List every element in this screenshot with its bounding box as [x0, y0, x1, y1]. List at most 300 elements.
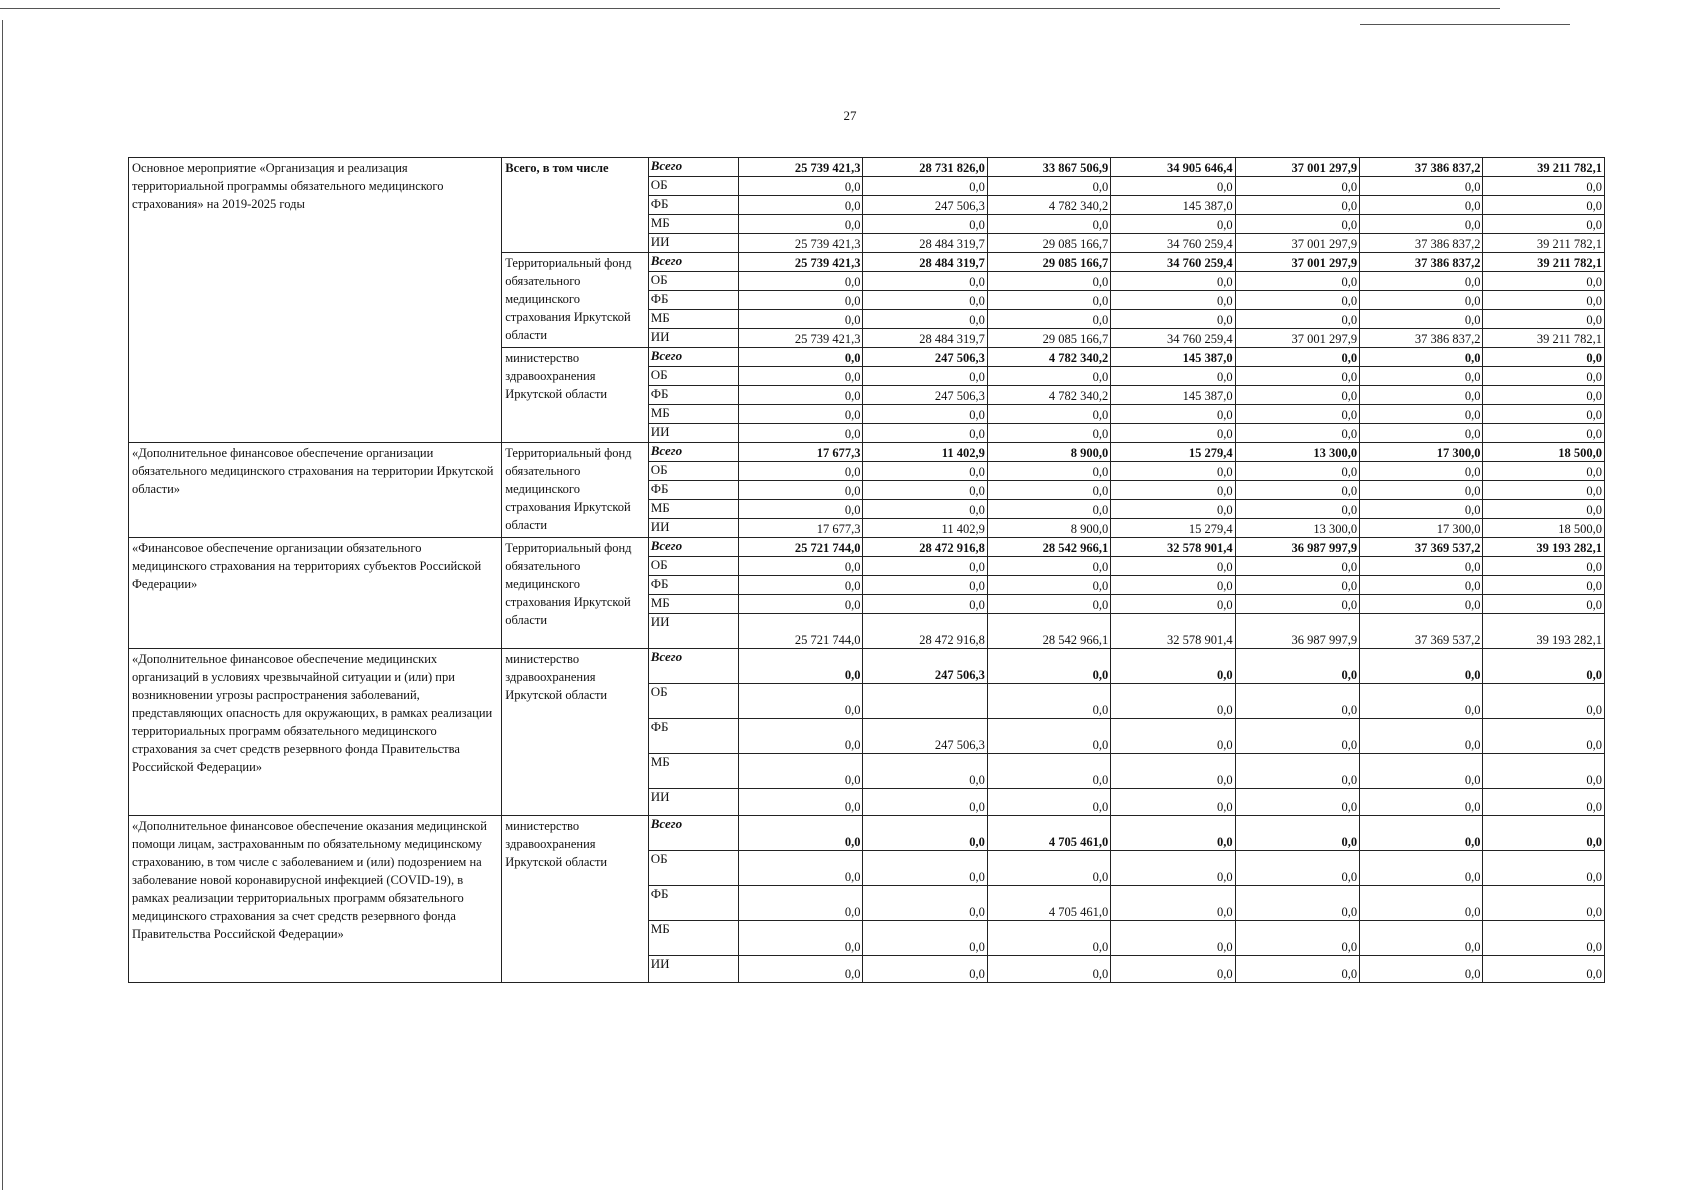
funding-source-cell: ИИ: [648, 956, 738, 983]
amount-cell: 0,0: [739, 921, 863, 956]
amount-cell: 0,0: [739, 684, 863, 719]
amount-cell: 39 211 782,1: [1483, 234, 1605, 253]
amount-cell: 0,0: [987, 367, 1110, 386]
amount-cell: 37 001 297,9: [1235, 234, 1359, 253]
amount-cell: 0,0: [1111, 481, 1235, 500]
funding-source-cell: ИИ: [648, 329, 738, 348]
amount-cell: 0,0: [1111, 367, 1235, 386]
amount-cell: 0,0: [1483, 576, 1605, 595]
amount-cell: 0,0: [1483, 291, 1605, 310]
executor-cell: Территориальный фонд обязательного медицинского страхования Иркутской области: [502, 538, 648, 649]
amount-cell: 0,0: [1235, 424, 1359, 443]
amount-cell: 0,0: [1235, 789, 1359, 816]
executor-cell: Всего, в том числе: [502, 158, 648, 253]
table-row: [129, 443, 1605, 462]
amount-cell: 0,0: [1235, 886, 1359, 921]
scan-top-edge: [0, 8, 1500, 9]
amount-cell: 25 739 421,3: [739, 329, 863, 348]
amount-cell: 0,0: [1360, 367, 1483, 386]
amount-cell: 0,0: [1360, 851, 1483, 886]
amount-cell: 0,0: [987, 462, 1110, 481]
amount-cell: 0,0: [1111, 424, 1235, 443]
amount-cell: 0,0: [863, 576, 987, 595]
amount-cell: 0,0: [1235, 272, 1359, 291]
amount-cell: 0,0: [739, 481, 863, 500]
amount-cell: 0,0: [739, 557, 863, 576]
amount-cell: 0,0: [739, 816, 863, 851]
funding-source-cell: Всего: [648, 253, 738, 272]
funding-source-cell: ФБ: [648, 481, 738, 500]
amount-cell: 0,0: [1360, 649, 1483, 684]
amount-cell: 13 300,0: [1235, 443, 1359, 462]
amount-cell: 0,0: [1483, 719, 1605, 754]
amount-cell: 0,0: [1235, 719, 1359, 754]
budget-table: [128, 157, 1605, 983]
amount-cell: 145 387,0: [1111, 348, 1235, 367]
funding-source-cell: ОБ: [648, 272, 738, 291]
amount-cell: 0,0: [987, 177, 1110, 196]
amount-cell: 0,0: [987, 956, 1110, 983]
amount-cell: 37 001 297,9: [1235, 329, 1359, 348]
scan-top-edge-right: [1360, 24, 1570, 25]
amount-cell: 0,0: [1111, 462, 1235, 481]
amount-cell: 0,0: [1235, 405, 1359, 424]
amount-cell: 0,0: [739, 851, 863, 886]
amount-cell: 32 578 901,4: [1111, 614, 1235, 649]
funding-source-cell: МБ: [648, 405, 738, 424]
event-name-cell: «Дополнительное финансовое обеспечение организации обязательного медицинского страхования на территории Иркутской области»: [129, 443, 502, 538]
amount-cell: 0,0: [1235, 956, 1359, 983]
amount-cell: 0,0: [987, 272, 1110, 291]
amount-cell: 0,0: [863, 595, 987, 614]
amount-cell: 0,0: [1360, 921, 1483, 956]
amount-cell: 0,0: [1111, 684, 1235, 719]
executor-cell: Территориальный фонд обязательного медицинского страхования Иркутской области: [502, 443, 648, 538]
amount-cell: 11 402,9: [863, 443, 987, 462]
amount-cell: 145 387,0: [1111, 386, 1235, 405]
funding-source-cell: ОБ: [648, 684, 738, 719]
amount-cell: 17 300,0: [1360, 519, 1483, 538]
amount-cell: 0,0: [1360, 789, 1483, 816]
funding-source-cell: ОБ: [648, 367, 738, 386]
amount-cell: 0,0: [1483, 816, 1605, 851]
funding-source-cell: ИИ: [648, 519, 738, 538]
funding-source-cell: МБ: [648, 754, 738, 789]
amount-cell: 0,0: [1360, 272, 1483, 291]
funding-source-cell: ИИ: [648, 234, 738, 253]
amount-cell: 37 001 297,9: [1235, 158, 1359, 177]
amount-cell: 0,0: [1483, 196, 1605, 215]
amount-cell: 0,0: [739, 310, 863, 329]
amount-cell: 0,0: [1360, 405, 1483, 424]
amount-cell: 0,0: [1483, 462, 1605, 481]
amount-cell: 0,0: [1111, 177, 1235, 196]
amount-cell: 28 484 319,7: [863, 253, 987, 272]
amount-cell: 0,0: [863, 424, 987, 443]
funding-source-cell: ИИ: [648, 789, 738, 816]
amount-cell: 0,0: [863, 310, 987, 329]
amount-cell: 0,0: [739, 348, 863, 367]
amount-cell: 0,0: [1111, 816, 1235, 851]
amount-cell: 0,0: [1483, 272, 1605, 291]
amount-cell: 0,0: [739, 386, 863, 405]
executor-cell: министерство здравоохранения Иркутской области: [502, 816, 648, 983]
amount-cell: 0,0: [987, 576, 1110, 595]
executor-cell: министерство здравоохранения Иркутской области: [502, 649, 648, 816]
amount-cell: 18 500,0: [1483, 443, 1605, 462]
funding-source-cell: Всего: [648, 816, 738, 851]
funding-source-cell: МБ: [648, 595, 738, 614]
amount-cell: 0,0: [1360, 481, 1483, 500]
amount-cell: 0,0: [863, 215, 987, 234]
amount-cell: 0,0: [1111, 921, 1235, 956]
amount-cell: 0,0: [1483, 754, 1605, 789]
amount-cell: 0,0: [863, 405, 987, 424]
funding-source-cell: ФБ: [648, 719, 738, 754]
amount-cell: 0,0: [739, 500, 863, 519]
amount-cell: 37 386 837,2: [1360, 329, 1483, 348]
amount-cell: 4 782 340,2: [987, 348, 1110, 367]
amount-cell: 0,0: [987, 424, 1110, 443]
amount-cell: 34 760 259,4: [1111, 234, 1235, 253]
amount-cell: 0,0: [1360, 310, 1483, 329]
page-number: 27: [843, 108, 857, 123]
funding-source-cell: ФБ: [648, 576, 738, 595]
amount-cell: 0,0: [1483, 386, 1605, 405]
amount-cell: 0,0: [739, 754, 863, 789]
amount-cell: 0,0: [1235, 291, 1359, 310]
amount-cell: 0,0: [1111, 886, 1235, 921]
amount-cell: 0,0: [863, 956, 987, 983]
funding-source-cell: ОБ: [648, 557, 738, 576]
amount-cell: 0,0: [739, 649, 863, 684]
amount-cell: 25 739 421,3: [739, 234, 863, 253]
amount-cell: 0,0: [739, 789, 863, 816]
amount-cell: 0,0: [1111, 272, 1235, 291]
amount-cell: 0,0: [987, 754, 1110, 789]
amount-cell: 145 387,0: [1111, 196, 1235, 215]
funding-source-cell: МБ: [648, 215, 738, 234]
amount-cell: 0,0: [1111, 719, 1235, 754]
amount-cell: 0,0: [1483, 886, 1605, 921]
amount-cell: 0,0: [863, 272, 987, 291]
funding-source-cell: ФБ: [648, 886, 738, 921]
amount-cell: 36 987 997,9: [1235, 538, 1359, 557]
funding-source-cell: ФБ: [648, 291, 738, 310]
amount-cell: 0,0: [863, 177, 987, 196]
amount-cell: 0,0: [1360, 196, 1483, 215]
amount-cell: 39 193 282,1: [1483, 614, 1605, 649]
funding-source-cell: Всего: [648, 538, 738, 557]
amount-cell: 0,0: [1360, 291, 1483, 310]
amount-cell: 0,0: [863, 367, 987, 386]
amount-cell: 32 578 901,4: [1111, 538, 1235, 557]
amount-cell: 0,0: [1483, 215, 1605, 234]
amount-cell: 0,0: [739, 576, 863, 595]
amount-cell: 0,0: [987, 719, 1110, 754]
amount-cell: 0,0: [1483, 921, 1605, 956]
amount-cell: 0,0: [1235, 462, 1359, 481]
amount-cell: 0,0: [1483, 310, 1605, 329]
amount-cell: 0,0: [863, 557, 987, 576]
amount-cell: 4 705 461,0: [987, 816, 1110, 851]
amount-cell: 0,0: [987, 649, 1110, 684]
amount-cell: 247 506,3: [863, 649, 987, 684]
amount-cell: 0,0: [1235, 196, 1359, 215]
event-name-cell: «Финансовое обеспечение организации обязательного медицинского страхования на территориях субъектов Российской Федерации»: [129, 538, 502, 649]
amount-cell: 0,0: [1483, 956, 1605, 983]
amount-cell: 0,0: [1483, 367, 1605, 386]
table-row: [129, 538, 1605, 557]
amount-cell: 39 211 782,1: [1483, 329, 1605, 348]
amount-cell: 0,0: [1360, 816, 1483, 851]
funding-source-cell: ИИ: [648, 614, 738, 649]
amount-cell: 0,0: [1483, 595, 1605, 614]
amount-cell: 11 402,9: [863, 519, 987, 538]
funding-source-cell: МБ: [648, 310, 738, 329]
amount-cell: 0,0: [1483, 500, 1605, 519]
amount-cell: 0,0: [1483, 684, 1605, 719]
amount-cell: 0,0: [863, 462, 987, 481]
executor-cell: министерство здравоохранения Иркутской области: [502, 348, 648, 443]
amount-cell: 0,0: [1235, 215, 1359, 234]
amount-cell: 0,0: [1111, 595, 1235, 614]
funding-source-cell: МБ: [648, 921, 738, 956]
amount-cell: 0,0: [1111, 557, 1235, 576]
amount-cell: 0,0: [987, 684, 1110, 719]
amount-cell: 37 386 837,2: [1360, 253, 1483, 272]
amount-cell: 0,0: [863, 754, 987, 789]
funding-source-cell: ОБ: [648, 177, 738, 196]
amount-cell: 0,0: [1235, 310, 1359, 329]
amount-cell: 0,0: [1235, 348, 1359, 367]
amount-cell: 29 085 166,7: [987, 253, 1110, 272]
amount-cell: 0,0: [863, 886, 987, 921]
table-row: [129, 816, 1605, 851]
amount-cell: 0,0: [1235, 921, 1359, 956]
funding-source-cell: МБ: [648, 500, 738, 519]
amount-cell: 39 211 782,1: [1483, 253, 1605, 272]
event-name-cell: «Дополнительное финансовое обеспечение медицинских организаций в условиях чрезвычайной ситуации и (или) при возникновении угрозы распространения заболеваний, представляющих опасность для окружающих, в рамках реализации территориальных программ обязательного медицинского страхования за счет средств резервного фонда Правительства Российской Федерации»: [129, 649, 502, 816]
amount-cell: 33 867 506,9: [987, 158, 1110, 177]
amount-cell: 0,0: [987, 310, 1110, 329]
amount-cell: 0,0: [1235, 177, 1359, 196]
amount-cell: 34 760 259,4: [1111, 253, 1235, 272]
amount-cell: 247 506,3: [863, 348, 987, 367]
amount-cell: 0,0: [1360, 754, 1483, 789]
amount-cell: 17 677,3: [739, 519, 863, 538]
amount-cell: 8 900,0: [987, 519, 1110, 538]
amount-cell: 0,0: [1235, 386, 1359, 405]
amount-cell: 0,0: [1483, 649, 1605, 684]
amount-cell: 37 386 837,2: [1360, 158, 1483, 177]
amount-cell: 0,0: [987, 921, 1110, 956]
amount-cell: 0,0: [1360, 500, 1483, 519]
amount-cell: 39 193 282,1: [1483, 538, 1605, 557]
amount-cell: 25 721 744,0: [739, 614, 863, 649]
amount-cell: 8 900,0: [987, 443, 1110, 462]
amount-cell: 0,0: [1483, 348, 1605, 367]
amount-cell: 29 085 166,7: [987, 234, 1110, 253]
amount-cell: 0,0: [739, 405, 863, 424]
amount-cell: 0,0: [863, 851, 987, 886]
amount-cell: 0,0: [987, 481, 1110, 500]
amount-cell: 37 386 837,2: [1360, 234, 1483, 253]
amount-cell: 25 721 744,0: [739, 538, 863, 557]
amount-cell: 0,0: [1360, 576, 1483, 595]
amount-cell: 0,0: [739, 595, 863, 614]
amount-cell: 28 484 319,7: [863, 234, 987, 253]
table-row: [129, 158, 1605, 177]
amount-cell: 0,0: [739, 177, 863, 196]
table-body: [129, 158, 1605, 983]
amount-cell: 0,0: [1360, 719, 1483, 754]
amount-cell: 15 279,4: [1111, 519, 1235, 538]
amount-cell: 28 542 966,1: [987, 538, 1110, 557]
amount-cell: 37 001 297,9: [1235, 253, 1359, 272]
amount-cell: 0,0: [1111, 851, 1235, 886]
executor-cell: Территориальный фонд обязательного медицинского страхования Иркутской области: [502, 253, 648, 348]
amount-cell: 247 506,3: [863, 719, 987, 754]
amount-cell: 0,0: [1360, 595, 1483, 614]
amount-cell: 18 500,0: [1483, 519, 1605, 538]
amount-cell: 25 739 421,3: [739, 158, 863, 177]
amount-cell: 0,0: [1235, 754, 1359, 789]
amount-cell: 0,0: [863, 921, 987, 956]
amount-cell: 247 506,3: [863, 196, 987, 215]
amount-cell: 0,0: [1360, 462, 1483, 481]
amount-cell: 0,0: [1111, 576, 1235, 595]
amount-cell: 28 731 826,0: [863, 158, 987, 177]
amount-cell: 29 085 166,7: [987, 329, 1110, 348]
amount-cell: 0,0: [1235, 481, 1359, 500]
funding-source-cell: Всего: [648, 348, 738, 367]
funding-source-cell: Всего: [648, 649, 738, 684]
amount-cell: 0,0: [863, 481, 987, 500]
amount-cell: 25 739 421,3: [739, 253, 863, 272]
amount-cell: 0,0: [987, 215, 1110, 234]
amount-cell: 36 987 997,9: [1235, 614, 1359, 649]
amount-cell: 4 782 340,2: [987, 386, 1110, 405]
amount-cell: 4 782 340,2: [987, 196, 1110, 215]
amount-cell: 0,0: [1235, 595, 1359, 614]
amount-cell: 0,0: [739, 462, 863, 481]
funding-source-cell: ИИ: [648, 424, 738, 443]
funding-source-cell: ФБ: [648, 196, 738, 215]
amount-cell: 39 211 782,1: [1483, 158, 1605, 177]
funding-source-cell: ОБ: [648, 851, 738, 886]
amount-cell: 0,0: [987, 789, 1110, 816]
amount-cell: 17 300,0: [1360, 443, 1483, 462]
amount-cell: 0,0: [1360, 215, 1483, 234]
amount-cell: 0,0: [1360, 348, 1483, 367]
amount-cell: 0,0: [1111, 291, 1235, 310]
amount-cell: 0,0: [1360, 557, 1483, 576]
amount-cell: 0,0: [739, 719, 863, 754]
amount-cell: 37 369 537,2: [1360, 538, 1483, 557]
amount-cell: 0,0: [1360, 386, 1483, 405]
amount-cell: 0,0: [1111, 754, 1235, 789]
amount-cell: 0,0: [1360, 956, 1483, 983]
amount-cell: 0,0: [1360, 177, 1483, 196]
amount-cell: 0,0: [863, 789, 987, 816]
amount-cell: 0,0: [863, 500, 987, 519]
amount-cell: 13 300,0: [1235, 519, 1359, 538]
amount-cell: 0,0: [1235, 576, 1359, 595]
amount-cell: 4 705 461,0: [987, 886, 1110, 921]
amount-cell: 0,0: [739, 886, 863, 921]
amount-cell: 0,0: [987, 557, 1110, 576]
amount-cell: 0,0: [1235, 851, 1359, 886]
amount-cell: 0,0: [1111, 956, 1235, 983]
amount-cell: 0,0: [739, 291, 863, 310]
amount-cell: 0,0: [863, 816, 987, 851]
amount-cell: 0,0: [987, 291, 1110, 310]
amount-cell: 34 905 646,4: [1111, 158, 1235, 177]
amount-cell: 0,0: [987, 500, 1110, 519]
amount-cell: 0,0: [987, 405, 1110, 424]
amount-cell: [863, 684, 987, 719]
amount-cell: 28 484 319,7: [863, 329, 987, 348]
scan-left-edge: [2, 20, 3, 1190]
amount-cell: 37 369 537,2: [1360, 614, 1483, 649]
amount-cell: 0,0: [1483, 557, 1605, 576]
amount-cell: 0,0: [1483, 424, 1605, 443]
amount-cell: 0,0: [1111, 215, 1235, 234]
amount-cell: 0,0: [739, 367, 863, 386]
amount-cell: 0,0: [739, 215, 863, 234]
amount-cell: 0,0: [1235, 816, 1359, 851]
amount-cell: 0,0: [1235, 367, 1359, 386]
funding-source-cell: Всего: [648, 443, 738, 462]
amount-cell: 0,0: [739, 424, 863, 443]
amount-cell: 0,0: [1111, 649, 1235, 684]
amount-cell: 0,0: [1235, 649, 1359, 684]
amount-cell: 0,0: [1483, 851, 1605, 886]
amount-cell: 0,0: [1111, 405, 1235, 424]
amount-cell: 0,0: [1360, 424, 1483, 443]
amount-cell: 0,0: [739, 956, 863, 983]
amount-cell: 0,0: [1360, 684, 1483, 719]
funding-source-cell: ФБ: [648, 386, 738, 405]
table-row: [129, 649, 1605, 684]
amount-cell: 0,0: [1235, 684, 1359, 719]
amount-cell: 0,0: [1483, 789, 1605, 816]
amount-cell: 0,0: [1360, 886, 1483, 921]
amount-cell: 0,0: [1483, 481, 1605, 500]
amount-cell: 0,0: [987, 595, 1110, 614]
amount-cell: 0,0: [863, 291, 987, 310]
amount-cell: 0,0: [1235, 557, 1359, 576]
amount-cell: 0,0: [739, 272, 863, 291]
amount-cell: 0,0: [739, 196, 863, 215]
amount-cell: 15 279,4: [1111, 443, 1235, 462]
event-name-cell: «Дополнительное финансовое обеспечение оказания медицинской помощи лицам, застрахованным по обязательному медицинскому страхованию, в том числе с заболеванием и (или) подозрением на заболевание новой коронавирусной инфекцией (COVID-19), в рамках реализации территориальных программ обязательного медицинского страхования за счет средств резервного фонда Правительства Российской Федерации»: [129, 816, 502, 983]
funding-source-cell: ОБ: [648, 462, 738, 481]
amount-cell: 0,0: [1483, 177, 1605, 196]
amount-cell: 28 472 916,8: [863, 538, 987, 557]
amount-cell: 0,0: [987, 851, 1110, 886]
amount-cell: 0,0: [1111, 310, 1235, 329]
amount-cell: 0,0: [1111, 789, 1235, 816]
amount-cell: 0,0: [1235, 500, 1359, 519]
amount-cell: 17 677,3: [739, 443, 863, 462]
event-name-cell: Основное мероприятие «Организация и реализация территориальной программы обязательного медицинского страхования» на 2019-2025 годы: [129, 158, 502, 443]
amount-cell: 247 506,3: [863, 386, 987, 405]
funding-source-cell: Всего: [648, 158, 738, 177]
amount-cell: 34 760 259,4: [1111, 329, 1235, 348]
amount-cell: 0,0: [1111, 500, 1235, 519]
